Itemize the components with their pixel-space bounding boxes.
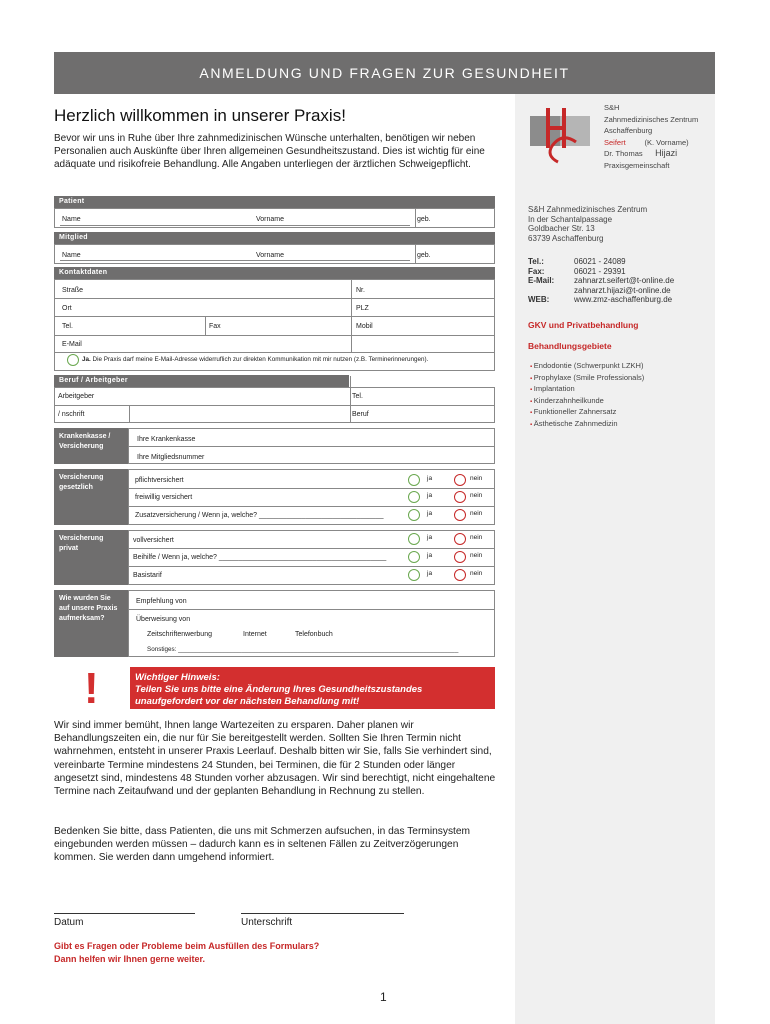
beihilfe-ja-radio[interactable]: [408, 551, 420, 563]
section-patient: Patient: [54, 196, 495, 208]
beruf-field[interactable]: Beruf: [352, 411, 369, 418]
warning-line: Teilen Sie uns bitte eine Änderung Ihres Gesundheitszustandes: [135, 684, 423, 695]
zeitschrift-option[interactable]: Zeitschriftenwerbung: [147, 631, 212, 638]
geb-field[interactable]: geb.: [417, 216, 431, 223]
list-item: ▪ Ästhetische Zahnmedizin: [530, 419, 644, 431]
list-item: ▪ Funktioneller Zahnersatz: [530, 407, 644, 419]
arbeitgeber-field[interactable]: Arbeitgeber: [58, 393, 95, 400]
name-field[interactable]: Name: [62, 216, 81, 223]
basis-ja-radio[interactable]: [408, 569, 420, 581]
pflicht-label: pflichtversichert: [135, 477, 184, 484]
contact-key: Tel.:: [528, 257, 544, 266]
list-item: ▪ Kinderzahnheilkunde: [530, 396, 644, 408]
telefonbuch-option[interactable]: Telefonbuch: [295, 631, 333, 638]
tel2-field[interactable]: Tel.: [352, 393, 363, 400]
logo-line: Dr. Thomas: [604, 149, 643, 158]
email-link[interactable]: zahnarzt.seifert@t-online.de: [574, 276, 675, 285]
list-item: ▪ Implantation: [530, 384, 644, 396]
opt-ja: ja: [427, 492, 433, 499]
warning-line: Wichtiger Hinweis:: [135, 672, 220, 683]
beihilfe-nein-radio[interactable]: [454, 551, 466, 563]
plz-field[interactable]: PLZ: [356, 305, 369, 312]
logo-text: [604, 102, 698, 171]
privat-label: Versicherung privat: [54, 530, 128, 585]
fax-field[interactable]: Fax: [209, 323, 221, 330]
datum-line[interactable]: [54, 913, 195, 914]
logo-line: Praxisgemeinschaft: [604, 160, 670, 170]
internet-option[interactable]: Internet: [243, 631, 267, 638]
mobil-field[interactable]: Mobil: [356, 323, 373, 330]
unterschrift-line[interactable]: [241, 913, 404, 914]
practice-address: [528, 205, 647, 243]
help-line: Dann helfen wir Ihnen gerne weiter.: [54, 953, 206, 964]
pain-paragraph: Bedenken Sie bitte, dass Patienten, die uns mit Schmerzen aufsuchen, in das Terminsystem eingebunden werden müssen – dadurch kann es in seltenen Fällen zu Zeitverzögerungen kommen. Sie werden dann umgehend informiert.: [54, 826, 471, 864]
email-link[interactable]: zahnarzt.hijazi@t-online.de: [574, 285, 671, 295]
empfehlung-field[interactable]: Empfehlung von: [136, 598, 187, 605]
beruf-box: [54, 387, 495, 423]
opt-ja: ja: [427, 534, 433, 541]
tel-field[interactable]: Tel.: [62, 323, 73, 330]
practice-logo: [530, 102, 590, 164]
pflicht-ja-radio[interactable]: [408, 474, 420, 486]
address-line: S&H Zahnmedizinisches Zentrum: [528, 205, 648, 214]
phone-number: 06021 - 24089: [574, 257, 626, 266]
appointment-paragraph: Wir sind immer bemüht, Ihnen lange Wartezeiten zu ersparen. Daher planen wir Behandlungszeiten ein, die nur für Sie bereitgestellt werden. Sollten Sie Ihren Termin nicht wahrnehmen, entsteht in unserer Praxis Leerlauf. Deshalb bitten wir Sie, falls Sie verhindert sind, vereinbarte Termine mindestens 24 Stunden, bei Terminen, die für 2 Stunden oder länger angesetzt sind, mindestens 48 Stunden vorher abzusagen. Wir sind berechtigt, nicht eingehaltene Termine nach Zeitaufwand und der geplanten Behandlung in Rechnung zu stellen.: [54, 720, 496, 798]
consent-bold: Ja.: [82, 356, 91, 363]
pflicht-nein-radio[interactable]: [454, 474, 466, 486]
voll-nein-radio[interactable]: [454, 533, 466, 545]
form-banner: ANMELDUNG UND FRAGEN ZUR GESUNDHEIT: [54, 52, 715, 94]
email-consent-text: [82, 356, 428, 363]
mitgliedsnr-field[interactable]: Ihre Mitgliedsnummer: [137, 454, 205, 461]
page-number: 1: [380, 990, 387, 1004]
treatment-areas-list: [530, 361, 644, 431]
mitglied-name-field[interactable]: Name: [62, 252, 81, 259]
consent-text: Die Praxis darf meine E-Mail-Adresse widerruflich zur direkten Kommunikation mit mir nutzen (z.B. Terminerinnerungen).: [92, 356, 429, 363]
gkv-heading: GKV und Privatbehandlung: [528, 320, 639, 330]
section-mitglied: Mitglied: [54, 232, 495, 244]
freiwillig-nein-radio[interactable]: [454, 491, 466, 503]
sonstiges-field[interactable]: Sonstiges: ________________________________________________________________________________: [147, 646, 459, 653]
list-item: ▪ Endodontie (Schwerpunkt LZKH): [530, 361, 644, 373]
anschrift-field[interactable]: / nschrift: [58, 411, 85, 418]
contact-key: WEB:: [528, 295, 550, 304]
opt-nein: nein: [470, 475, 483, 482]
help-text: [54, 940, 319, 965]
opt-nein: nein: [470, 510, 483, 517]
address-line: Goldbacher Str. 13: [528, 224, 595, 233]
voll-label: vollversichert: [133, 537, 174, 544]
opt-nein: nein: [470, 552, 483, 559]
logo-line: (K. Vorname): [644, 137, 689, 147]
zusatz-ja-radio[interactable]: [408, 509, 420, 521]
opt-nein: nein: [470, 570, 483, 577]
contact-key: E-Mail:: [528, 276, 555, 285]
fax-number: 06021 - 29391: [574, 266, 626, 276]
areas-heading: Behandlungsgebiete: [528, 341, 612, 351]
logo-line: Aschaffenburg: [604, 126, 653, 135]
freiwillig-ja-radio[interactable]: [408, 491, 420, 503]
email-field[interactable]: E-Mail: [62, 341, 82, 348]
logo-name-seifert: Seifert: [604, 137, 626, 147]
basis-label: Basistarif: [133, 572, 162, 579]
page-title: Herzlich willkommen in unserer Praxis!: [54, 106, 346, 125]
zusatz-label[interactable]: Zusatzversicherung / Wenn ja, welche? ________________________________: [135, 512, 384, 519]
unterschrift-label: Unterschrift: [241, 917, 293, 928]
opt-nein: nein: [470, 492, 483, 499]
opt-ja: ja: [427, 570, 433, 577]
web-link[interactable]: www.zmz-aschaffenburg.de: [574, 295, 673, 304]
gesetzlich-label: Versicherung gesetzlich: [54, 469, 128, 525]
basis-nein-radio[interactable]: [454, 569, 466, 581]
kasse-field[interactable]: Ihre Krankenkasse: [137, 436, 196, 443]
nr-field[interactable]: Nr.: [356, 287, 365, 294]
warning-text: [135, 672, 422, 708]
intro-text: Bevor wir uns in Ruhe über Ihre zahnmedizinischen Wünsche unterhalten, benötigen wir neben Personalien auch Auskünfte über Ihren allgemeinen Gesundheitszustand. Dies ist wichtig für eine adäquate und risikofreie Behandlung. Alle Angaben unterliegen der ärztlichen Schweigepflicht.: [54, 133, 485, 170]
address-line: 63739 Aschaffenburg: [528, 233, 604, 243]
logo-name-hijazi: Hijazi: [655, 148, 678, 158]
mitglied-geb-field[interactable]: geb.: [417, 252, 431, 259]
help-line: Gibt es Fragen oder Probleme beim Ausfüllen des Formulars?: [54, 941, 320, 951]
opt-ja: ja: [427, 510, 433, 517]
section-beruf: Beruf / Arbeitgeber: [54, 375, 349, 387]
address-line: In der Schantalpassage: [528, 214, 613, 224]
list-item: ▪ Prophylaxe (Smile Professionals): [530, 373, 644, 385]
exclamation-icon: !: [84, 664, 99, 713]
section-kontakt: Kontaktdaten: [54, 267, 495, 279]
ort-field[interactable]: Ort: [62, 305, 72, 312]
email-consent-radio[interactable]: [67, 354, 79, 366]
kasse-label: Krankenkasse / Versicherung: [54, 428, 128, 464]
vorname-field[interactable]: Vorname: [256, 216, 285, 223]
opt-ja: ja: [427, 552, 433, 559]
beihilfe-label[interactable]: Beihilfe / Wenn ja, welche? ___________________________________________: [133, 554, 387, 561]
datum-label: Datum: [54, 917, 84, 928]
contact-key: Fax:: [528, 266, 545, 276]
warning-line: unaufgefordert vor der nächsten Behandlung mit!: [135, 696, 360, 707]
freiwillig-label: freiwillig versichert: [135, 494, 193, 501]
strasse-field[interactable]: Straße: [62, 287, 84, 294]
ueberweisung-field[interactable]: Überweisung von: [136, 616, 191, 623]
opt-ja: ja: [427, 475, 433, 482]
opt-nein: nein: [470, 534, 483, 541]
zusatz-nein-radio[interactable]: [454, 509, 466, 521]
logo-line: Zahnmedizinisches Zentrum: [604, 114, 699, 124]
aufmerksam-label: Wie wurden Sie auf unsere Praxis aufmerksam?: [54, 590, 128, 657]
logo-line: S&H: [604, 103, 620, 112]
voll-ja-radio[interactable]: [408, 533, 420, 545]
mitglied-vorname-field[interactable]: Vorname: [256, 252, 285, 259]
contact-block: [528, 257, 674, 305]
